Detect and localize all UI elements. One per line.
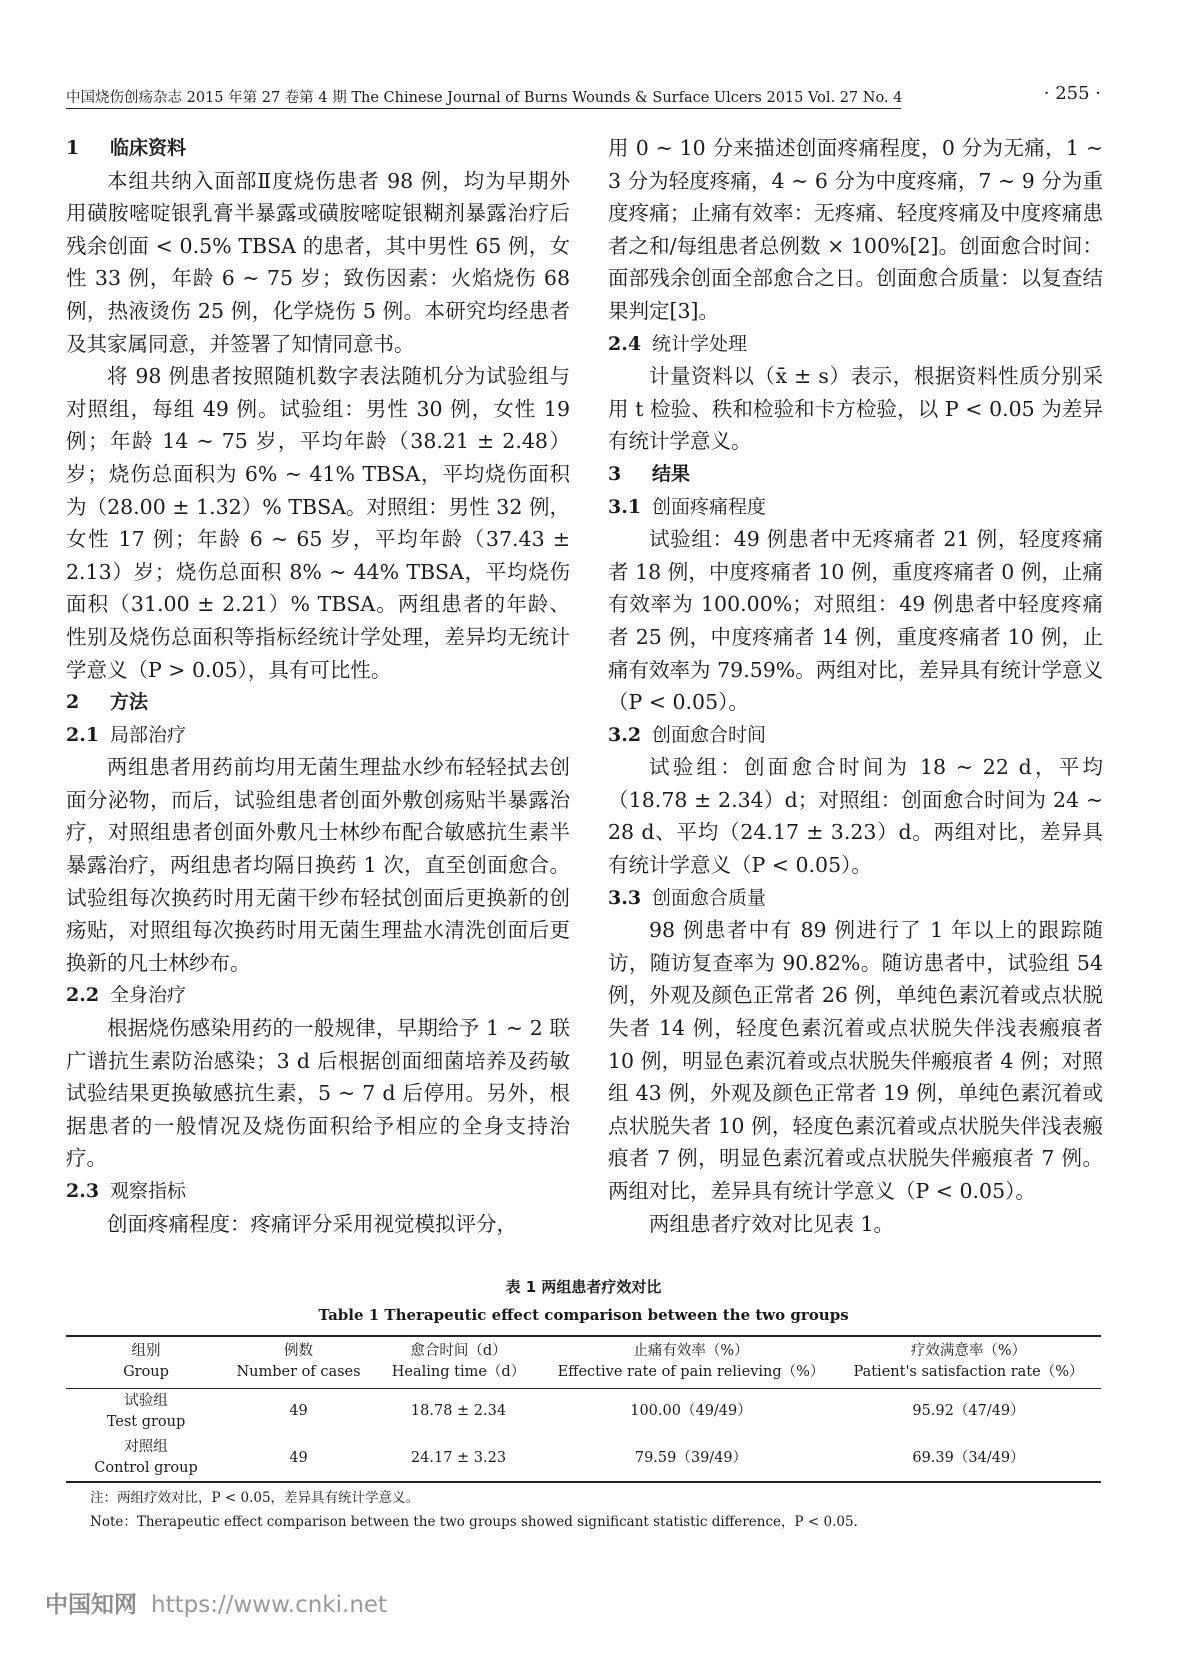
paragraph: 两组患者用药前均用无菌生理盐水纱布轻轻拭去创面分泌物，而后，试验组患者创面外敷创疡贴半暴露治疗，对照组患者创面外敷凡士林纱布配合敏感抗生素半暴露治疗，两组患者均隔日换药 1 次，直至创面愈合。试验组每次换药时用无菌干纱布轻拭创面后更换新的创疡贴，对照组每次换药时用无菌生理盐水清洗创面后更换新的凡士林纱布。 [66,755,570,975]
table-cell: 24.17 ± 3.23 [371,1435,546,1482]
table-title-en: Table 1 Therapeutic effect comparison between the two groups [318,1306,849,1324]
subsection-heading-2-2: 2.2 全身治疗 [66,984,187,1007]
table-cell: 49 [226,1435,371,1482]
section-heading-3: 3 结果 [608,462,691,485]
subsection-heading-3-2: 3.2 创面愈合时间 [608,723,767,746]
column-header: 组别 Group [66,1336,226,1388]
watermark-url: https://www.cnki.net [151,1592,388,1618]
paragraph: 根据烧伤感染用药的一般规律，早期给予 1 ~ 2 联广谱抗生素防治感染；3 d 后根据创面细菌培养及药敏试验结果更换敏感抗生素，5 ~ 7 d 后停用。另外，根据患者的一般情况及烧伤面积给予相应的全身支持治疗。 [66,1016,570,1171]
paragraph: 创面疼痛程度：疼痛评分采用视觉模拟评分， [107,1211,517,1236]
table-note-cn: 注：两组疗效对比，P < 0.05，差异具有统计学意义。 [90,1490,420,1506]
subsection-heading-2-4: 2.4 统计学处理 [608,332,748,355]
table-cell: 49 [289,1403,308,1420]
subsection-heading-3-3: 3.3 创面愈合质量 [608,886,767,909]
paragraph: 本组共纳入面部Ⅱ度烧伤患者 98 例，均为早期外用磺胺嘧啶银乳膏半暴露或磺胺嘧啶银糊剂暴露治疗后残余创面 < 0.5% TBSA 的患者，其中男性 65 例，女性 33 例，年龄 6 ~ 75 岁；致伤因素：火焰烧伤 68 例，热液烫伤 25 例，化学烧伤 5 例。本研究均经患者及其家属同意，并签署了知情同意书。 [66,168,570,356]
table-title-cn: 表 1 两组患者疗效对比 [505,1278,662,1296]
right-column [608,132,1103,1240]
column-header: 例数 Number of cases [226,1336,371,1388]
header-rule [66,108,901,109]
column-header: 止痛有效率（%） Effective rate of pain relieving（%） [546,1336,836,1388]
left-column [66,132,570,1240]
paragraph: 两组患者疗效对比见表 1。 [649,1211,895,1236]
table-cell-group: 试验组 Test group [106,1392,186,1430]
running-header [66,83,1101,110]
paragraph: 98 例患者中有 89 例进行了 1 年以上的跟踪随访，随访复查率为 90.82%。随访患者中，试验组 54 例，外观及颜色正常者 26 例，单纯色素沉着或点状脱失者 14 例，轻度色素沉着或点状脱失伴浅表瘢痕者 10 例，明显色素沉着或点状脱失伴瘢痕者 4 例；对照组 43 例，外观及颜色正常者 19 例，单纯色素沉着或点状脱失者 10 例，轻度色素沉着或点状脱失伴浅表瘢痕者 7 例，明显色素沉着或点状脱失伴瘢痕者 7 例。两组对比，差异具有统计学意义（P < 0.05）。 [608,918,1103,1203]
column-header: 愈合时间（d） Healing time（d） [371,1336,546,1388]
table-note-en: Note：Therapeutic effect comparison between the two groups showed significant statistic difference，P < 0.05. [90,1514,858,1530]
section-heading-2: 2 方法 [66,691,149,714]
paragraph: 试验组：49 例患者中无疼痛者 21 例，轻度疼痛者 18 例，中度疼痛者 10 例，重度疼痛者 0 例，止痛有效率为 100.00%；对照组：49 例患者中轻度疼痛者 25 例，中度疼痛者 14 例，重度疼痛者 10 例，止痛有效率为 79.59%。两组对比，差异具有统计学意义（P < 0.05）。 [608,527,1103,715]
paragraph: 计量资料以（x̄ ± s）表示，根据资料性质分别采用 t 检验、秩和检验和卡方检验，以 P < 0.05 为差异有统计学意义。 [608,364,1103,454]
paragraph: 用 0 ~ 10 分来描述创面疼痛程度，0 分为无痛，1 ~ 3 分为轻度疼痛，4 ~ 6 分为中度疼痛，7 ~ 9 分为重度疼痛；止痛有效率：无疼痛、轻度疼痛及中度疼痛患者之和/每组患者总例数 × 100%[2]。创面愈合时间：面部残余创面全部愈合之日。创面愈合质量：以复查结果判定[3]。 [608,136,1103,323]
table-header-row [66,1336,1101,1388]
table-cell: 69.39（34/49） [836,1435,1101,1482]
subsection-heading-3-1: 3.1 创面疼痛程度 [608,495,767,518]
section-heading-1: 1 临床资料 [66,137,187,159]
page-number: · 255 · [1043,83,1101,104]
table-cell: 100.00（49/49） [630,1403,752,1420]
column-header: 疗效满意率（%） Patient's satisfaction rate（%） [836,1336,1101,1388]
cnki-watermark [45,1586,387,1619]
subsection-heading-2-1: 2.1 局部治疗 [66,723,187,746]
table-cell: 95.92（47/49） [912,1403,1025,1420]
paragraph: 试验组：创面愈合时间为 18 ~ 22 d，平均（18.78 ± 2.34）d；对照组：创面愈合时间为 24 ~ 28 d、平均（24.17 ± 3.23）d。两组对比，差异具有统计学意义（P < 0.05）。 [608,755,1103,878]
journal-citation: 中国烧伤创疡杂志 2015 年第 27 卷第 4 期 The Chinese Journal of Burns Wounds & Surface Ulcers 2015 Vol. 27 No. 4 [66,90,903,106]
table-cell: 18.78 ± 2.34 [410,1403,507,1420]
table-row [66,1435,1101,1482]
paragraph: 将 98 例患者按照随机数字表法随机分为试验组与对照组，每组 49 例。试验组：男性 30 例，女性 19 例；年龄 14 ~ 75 岁，平均年龄（38.21 ± 2.48）岁；烧伤总面积为 6% ~ 41% TBSA，平均烧伤面积为（28.00 ± 1.32）% TBSA。对照组：男性 32 例，女性 17 例；年龄 6 ~ 65 岁，平均年龄（37.43 ± 2.13）岁；烧伤总面积 8% ~ 44% TBSA，平均烧伤面积（31.00 ± 2.21）% TBSA。两组患者的年龄、性别及烧伤总面积等指标经统计学处理，差异均无统计学意义（P > 0.05），具有可比性。 [66,364,570,682]
table-row [66,1388,1101,1435]
table-cell-group: 对照组 Control group [66,1435,226,1482]
table-cell: 79.59（39/49） [546,1435,836,1482]
results-table [66,1335,1101,1483]
watermark-brand: 中国知网 [45,1592,137,1618]
subsection-heading-2-3: 2.3 观察指标 [66,1180,187,1202]
